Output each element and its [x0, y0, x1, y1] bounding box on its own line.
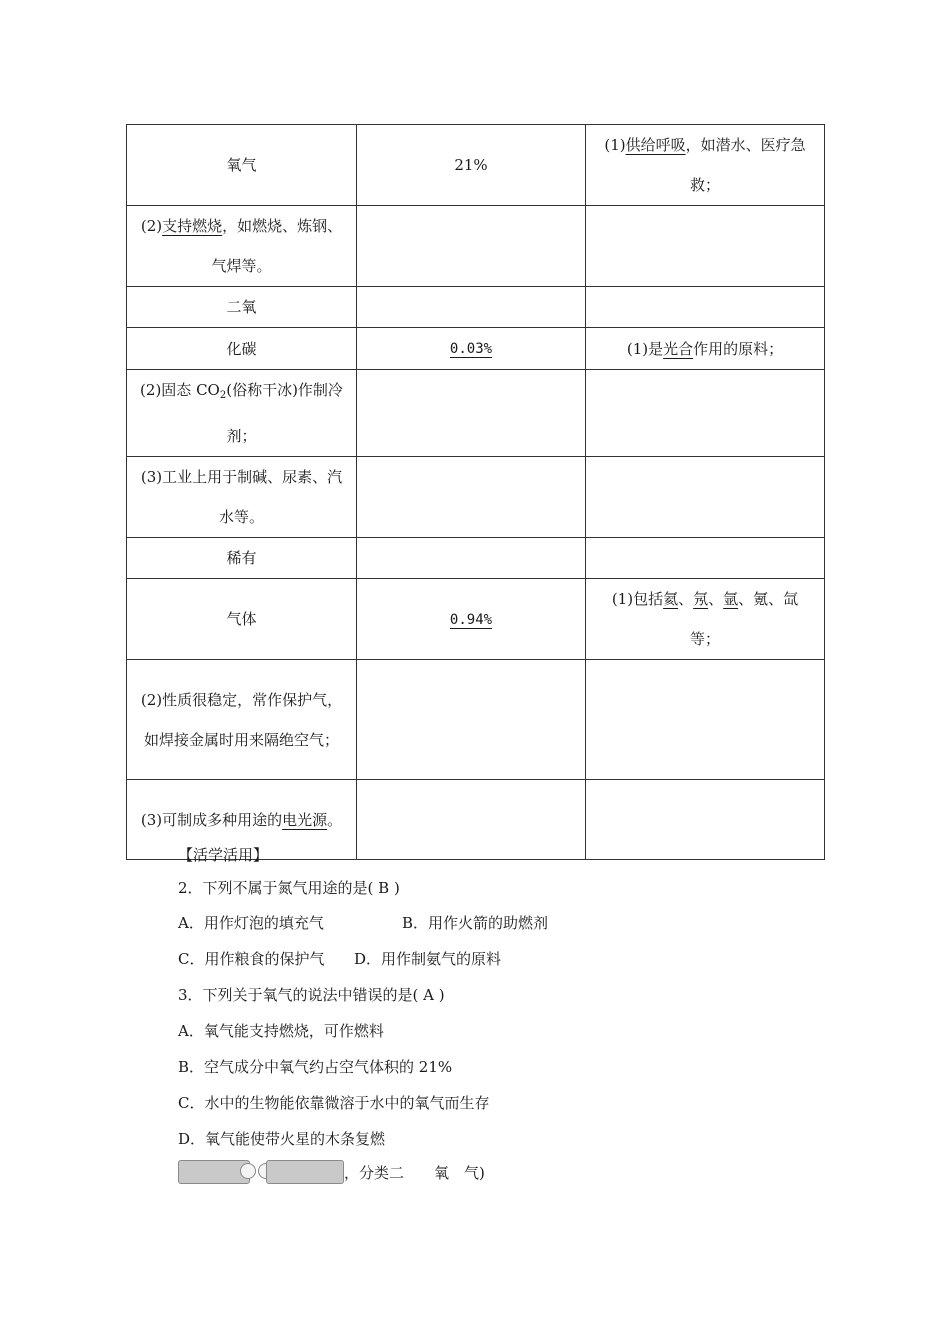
answer-blank: 支持燃烧 — [162, 217, 223, 235]
answer-blank: 光合 — [663, 339, 694, 358]
question-2-option-c: C．用作粮食的保护气 — [178, 950, 325, 968]
rare-gas-use-1: (1)包括氦、氖、氩、氪、氙等； — [586, 579, 825, 660]
section-heading: 【活学活用】 — [178, 846, 269, 864]
gas-name-oxygen: 氧气 — [127, 125, 357, 206]
gas-name-co2-line2: 化碳 — [127, 328, 357, 370]
table-row — [127, 206, 825, 287]
air-composition-table — [126, 124, 825, 860]
co2-use-2: (2)固态 $CO_2$(俗称干冰)作制冷剂； — [127, 370, 357, 457]
question-2-stem: 2．下列不属于氮气用途的是( B ) — [178, 879, 400, 897]
table-row — [127, 287, 825, 328]
question-2-option-d: D．用作制氨气的原料 — [354, 950, 502, 968]
answer-blank: 氩 — [723, 590, 739, 608]
banner-right-pill — [266, 1160, 344, 1184]
table-row — [127, 579, 825, 660]
table-row — [127, 125, 825, 206]
empty-cell — [586, 370, 825, 457]
question-3-option-c: C．水中的生物能依靠微溶于水中的氧气而生存 — [178, 1094, 490, 1112]
gas-name-rare-line1: 稀有 — [127, 538, 357, 579]
co2-percentage: 0.03% — [357, 328, 586, 370]
table-row — [127, 370, 825, 457]
question-3-stem: 3．下列关于氧气的说法中错误的是( A ) — [178, 986, 445, 1004]
empty-cell — [357, 370, 586, 457]
question-2-option-b: B．用作火箭的助燃剂 — [402, 914, 549, 932]
banner-knob-icon — [240, 1163, 256, 1179]
empty-cell — [586, 660, 825, 780]
gas-name-rare-line2: 气体 — [127, 579, 357, 660]
empty-cell — [357, 538, 586, 579]
answer-blank: 电光源 — [282, 810, 328, 829]
category-banner-graphic — [178, 1160, 344, 1186]
empty-cell — [586, 206, 825, 287]
gas-name-co2-line1: 二氧 — [127, 287, 357, 328]
rare-gas-use-2: (2)性质很稳定，常作保护气，如焊接金属时用来隔绝空气； — [127, 660, 357, 780]
table-row — [127, 660, 825, 780]
question-3-option-a: A．氧气能支持燃烧，可作燃料 — [178, 1022, 384, 1040]
empty-cell — [586, 780, 825, 860]
question-3-option-b: B．空气成分中氧气约占空气体积的 21% — [178, 1058, 453, 1076]
co2-use-3: (3)工业上用于制碱、尿素、汽水等。 — [127, 457, 357, 538]
empty-cell — [586, 538, 825, 579]
table-row — [127, 328, 825, 370]
co2-use-1: (1)是光合作用的原料； — [586, 328, 825, 370]
oxygen-use-1: (1)供给呼吸，如潜水、医疗急救； — [586, 125, 825, 206]
oxygen-use-2: (2)支持燃烧，如燃烧、炼钢、气焊等。 — [127, 206, 357, 287]
empty-cell — [586, 287, 825, 328]
empty-cell — [586, 457, 825, 538]
empty-cell — [357, 287, 586, 328]
answer-blank: 氦 — [663, 590, 679, 608]
table-row — [127, 457, 825, 538]
empty-cell — [357, 206, 586, 287]
empty-cell — [357, 660, 586, 780]
category-label: ，分类二 氧 气) — [344, 1164, 485, 1182]
answer-blank: 氖 — [693, 590, 709, 608]
empty-cell — [357, 780, 586, 860]
empty-cell — [357, 457, 586, 538]
oxygen-percentage: 21% — [357, 125, 586, 206]
question-2-option-a: A．用作灯泡的填充气 — [178, 914, 324, 932]
rare-gas-use-3: (3)可制成多种用途的电光源。 — [127, 780, 357, 860]
question-3-option-d: D．氧气能使带火星的木条复燃 — [178, 1130, 386, 1148]
table-row — [127, 538, 825, 579]
answer-blank: 供给呼吸 — [625, 136, 686, 154]
rare-gas-percentage: 0.94% — [357, 579, 586, 660]
